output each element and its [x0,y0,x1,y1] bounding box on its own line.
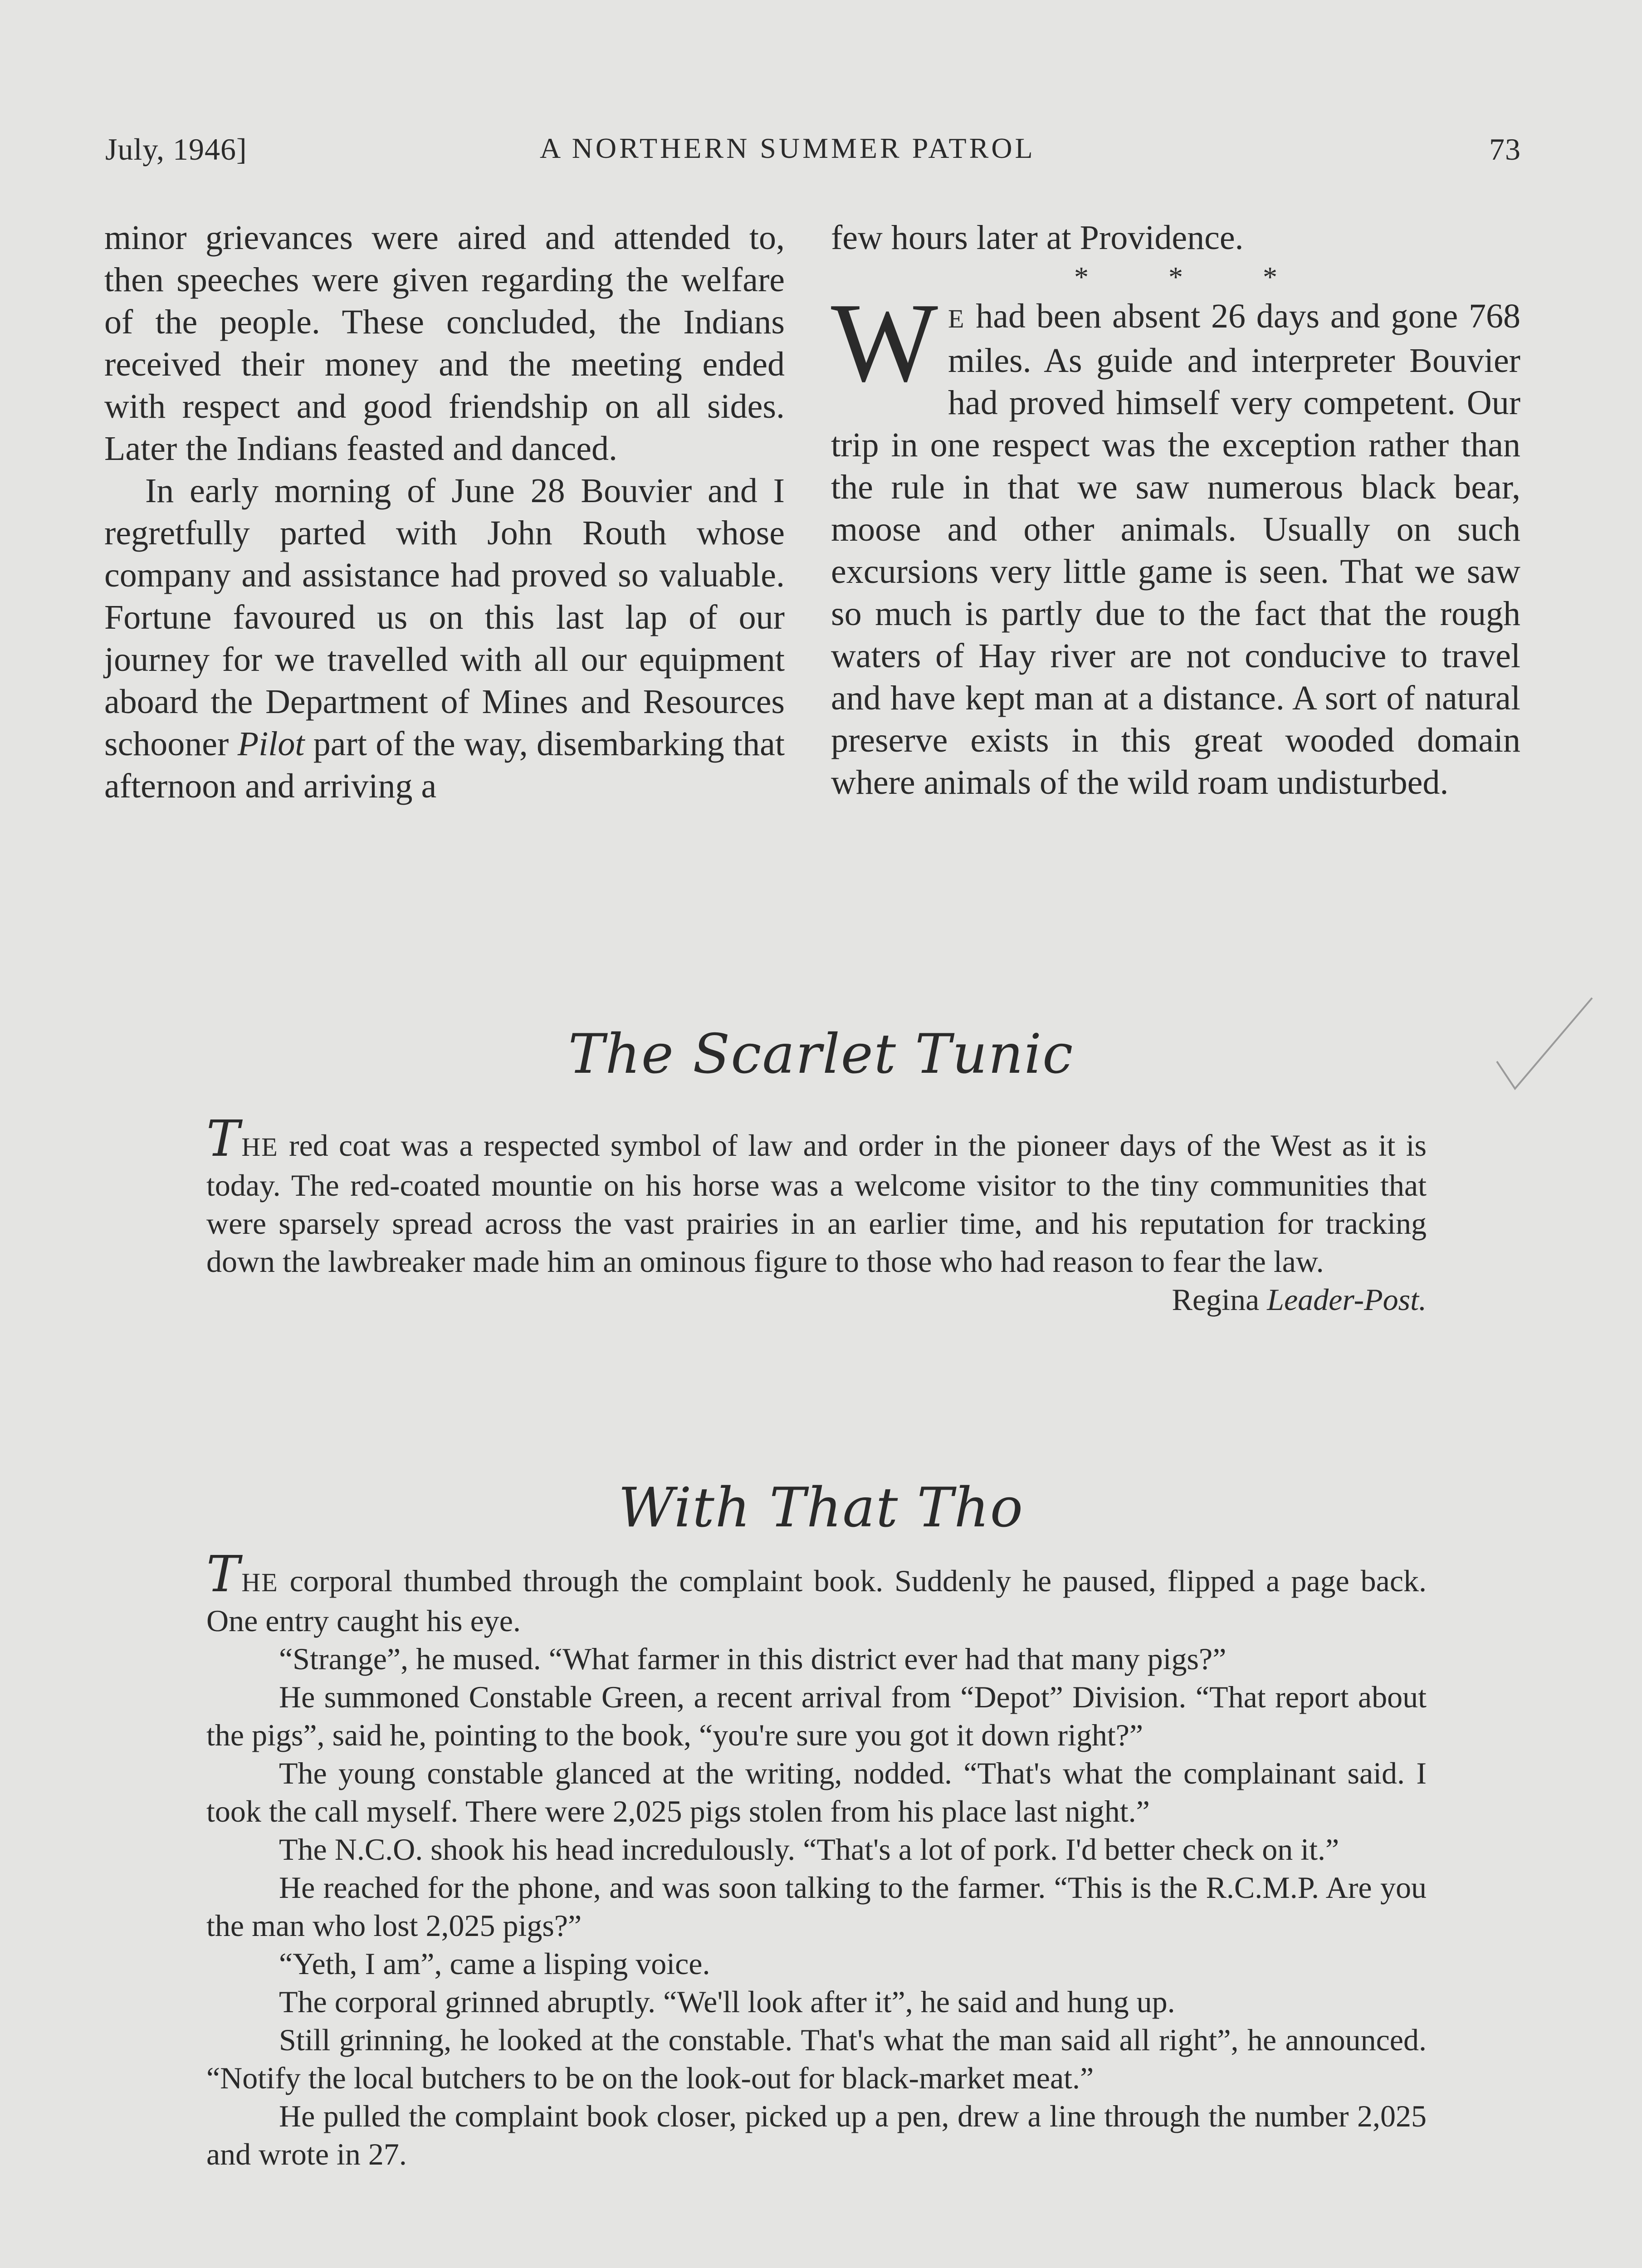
story-paragraph-7: “Yeth, I am”, came a lisping voice. [279,1946,710,1981]
story-paragraph-2: “Strange”, he mused. “What farmer in this district ever had that many pigs?” [279,1642,1227,1676]
pencil-check-icon [1488,989,1606,1098]
left-paragraph-1: minor grievances were aired and attended to, then speeches were given regarding the welfare of the people. These concluded, the Indians received their money and the meeting ended with respect and good friendship on all sides. Later the Indians feasted and danced. [104,219,785,468]
right-column [831,217,1520,804]
right-paragraph-2 [831,280,1520,804]
story-paragraph-9: Still grinning, he looked at the constable. That's what the man said all right”, he announced. “Notify the local butchers to be on the look-out for black-market meat.” [206,2023,1427,2095]
ornate-initial: T [206,1110,240,1168]
section-break-stars: * * * [1074,261,1277,293]
story-paragraph-10: He pulled the complaint book closer, picked up a pen, drew a line through the number 2,025 and wrote in 27. [206,2099,1427,2171]
story-paragraph-3: He summoned Constable Green, a recent arrival from “Depot” Division. “That report about the pigs”, said he, pointing to the book, “you're sure you got it down right?” [206,1680,1427,1752]
ship-name: Pilot [237,725,305,763]
scarlet-tunic-article [206,1110,1427,1319]
story-paragraph-8: The corporal grinned abruptly. “We'll look after it”, he said and hung up. [279,1984,1175,2019]
with-that-tho-article [206,1545,1427,2173]
drop-cap: W [831,280,938,406]
right-paragraph-2-text: had been absent 26 days and gone 768 miles. As guide and interpreter Bouvier had proved himself very competent. Our trip in one respect was the exception rather than the rule in that we saw numerous black bear, moose and other animals. Usually on such excursions very little game is seen. That we saw so much is partly due to the fact that the rough waters of Hay river are not conducive to travel and have kept man at a distance. A sort of natural preserve exists in this great wooded domain where animals of the wild roam undisturbed. [831,297,1520,802]
left-column [104,217,785,807]
right-paragraph-1: few hours later at Providence. [831,219,1244,257]
left-paragraph-2-end: part of the way, disembarking that afternoon and arriving a [104,725,785,805]
header-title: A NORTHERN SUMMER PATROL [540,132,1036,164]
ornate-initial: T [206,1545,240,1603]
story-paragraph-1-text: corporal thumbed through the complaint book. Suddenly he paused, flipped a page back. One entry caught his eye. [206,1564,1427,1638]
story-paragraph-5: The N.C.O. shook his head incredulously. “That's a lot of pork. I'd better check on it.” [279,1832,1339,1867]
scarlet-tunic-title: The Scarlet Tunic [568,1023,1074,1086]
left-paragraph-2 [104,470,785,807]
small-caps-lead: E [948,304,965,333]
scarlet-tunic-body [206,1110,1427,1281]
page-number: 73 [1489,132,1521,166]
header-date: July, 1946] [105,132,247,166]
source-paper: Leader-Post. [1267,1282,1427,1317]
with-that-tho-title: With That Tho [618,1476,1024,1540]
story-paragraph-6: He reached for the phone, and was soon talking to the farmer. “This is the R.C.M.P. Are you the man who lost 2,025 pigs?” [206,1870,1427,1943]
story-paragraph-1 [206,1545,1427,1640]
scarlet-tunic-text: red coat was a respected symbol of law and order in the pioneer days of the West as it is today. The red-coated mountie on his horse was a welcome visitor to the tiny communities that were sparsely spread across the vast prairies in an earlier time, and his reputation for tracking down the lawbreaker made him an ominous figure to those who had reason to fear the law. [206,1128,1427,1279]
small-caps-lead: HE [241,1568,279,1597]
left-paragraph-2-text: In early morning of June 28 Bouvier and I regretfully parted with John Routh whose company and assistance had proved so valuable. Fortune favoured us on this last lap of our journey for we travelled with all our equipment aboard the Department of Mines and Resources schooner [104,472,785,763]
small-caps-lead: HE [241,1132,279,1162]
source-credit [206,1281,1427,1319]
source-city: Regina [1172,1282,1260,1317]
story-paragraph-4: The young constable glanced at the writing, nodded. “That's what the complainant said. I took the call myself. There were 2,025 pigs stolen from his place last night.” [206,1756,1427,1828]
